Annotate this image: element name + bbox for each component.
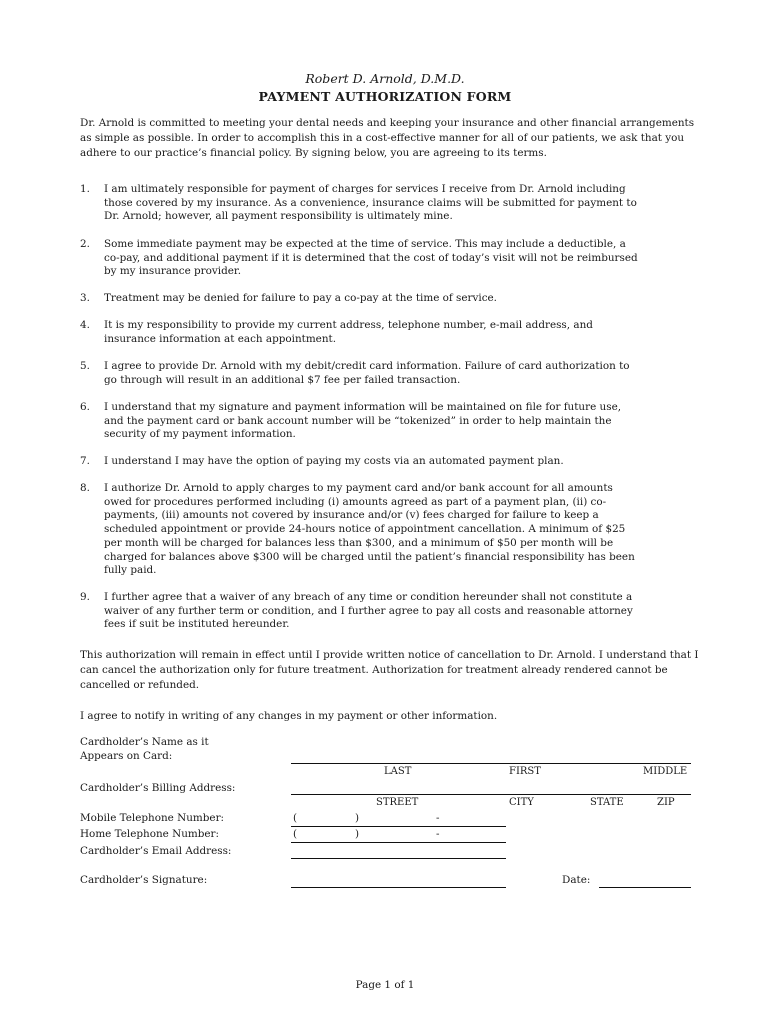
item-line: owed for procedures performed including (i) amounts agreed as part of a payment plan, (ii) co- xyxy=(104,495,607,508)
mobile-phone-label: Mobile Telephone Number: xyxy=(80,812,225,824)
item-number: 4. xyxy=(80,319,90,331)
item-line: by my insurance provider. xyxy=(104,265,242,278)
item-line: waiver of any further term or condition, and I further agree to pay all costs and reasonable attorney xyxy=(104,604,633,617)
caption-state: STATE xyxy=(590,797,624,808)
item-line: I understand I may have the option of paying my costs via an automated payment plan. xyxy=(104,455,564,467)
date-field[interactable] xyxy=(599,887,691,888)
date-label: Date: xyxy=(562,874,591,886)
intro-paragraph xyxy=(80,116,700,161)
item-line: I understand that my signature and payment information will be maintained on file for future use, xyxy=(104,401,622,413)
item-line: Dr. Arnold; however, all payment responsibility is ultimately mine. xyxy=(104,210,453,223)
notify-statement: I agree to notify in writing of any changes in my payment or other information. xyxy=(80,710,498,722)
item-line: insurance information at each appointment. xyxy=(104,332,336,345)
name-label-line1: Cardholder’s Name as it xyxy=(80,736,209,748)
item-line: per month will be charged for balances less than $300, and a minimum of $50 per month will be xyxy=(104,536,614,549)
home-phone-label: Home Telephone Number: xyxy=(80,828,220,840)
item-number: 6. xyxy=(80,401,90,413)
item-number: 9. xyxy=(80,591,90,603)
authorization-line: This authorization will remain in effect until I provide written notice of cancellation to Dr. Arnold. I understand that I xyxy=(80,649,699,661)
item-line: It is my responsibility to provide my current address, telephone number, e-mail address, and xyxy=(104,319,593,331)
item-line: scheduled appointment or provide 24-hours notice of appointment cancellation. A minimum of $25 xyxy=(104,523,626,536)
intro-line: as simple as possible. In order to accomplish this in a cost-effective manner for all of our patients, we ask that you xyxy=(80,132,685,144)
caption-middle: MIDDLE xyxy=(643,766,688,777)
mobile-phone-dash: - xyxy=(436,812,440,824)
home-phone-close-paren: ) xyxy=(355,828,360,840)
email-label: Cardholder’s Email Address: xyxy=(80,845,232,857)
item-number: 5. xyxy=(80,360,90,372)
item-line: I agree to provide Dr. Arnold with my debit/credit card information. Failure of card authorization to xyxy=(104,360,630,372)
cardholder-name-field[interactable] xyxy=(291,763,691,764)
form-title: PAYMENT AUTHORIZATION FORM xyxy=(258,89,512,104)
caption-zip: ZIP xyxy=(657,797,675,808)
item-number: 2. xyxy=(80,238,90,250)
mobile-phone-close-paren: ) xyxy=(355,812,360,824)
email-field[interactable] xyxy=(291,858,506,859)
doctor-name: Robert D. Arnold, D.M.D. xyxy=(305,71,465,86)
item-line: fees if suit be instituted hereunder. xyxy=(104,618,290,631)
mobile-phone-field[interactable] xyxy=(291,826,506,827)
billing-address-field[interactable] xyxy=(291,794,691,795)
caption-city: CITY xyxy=(509,797,534,808)
intro-line: Dr. Arnold is committed to meeting your dental needs and keeping your insurance and other financial arrangements xyxy=(80,117,695,129)
item-line: I am ultimately responsible for payment of charges for services I receive from Dr. Arnold including xyxy=(104,183,626,195)
item-line: I further agree that a waiver of any breach of any time or condition hereunder shall not constitute a xyxy=(104,591,633,603)
name-label-line2: Appears on Card: xyxy=(80,750,173,762)
item-line: payments, (iii) amounts not covered by insurance and/or (v) fees charged for failure to keep a xyxy=(104,509,599,522)
home-phone-open-paren: ( xyxy=(293,828,298,840)
item-line: security of my payment information. xyxy=(104,428,296,441)
page-number: Page 1 of 1 xyxy=(355,979,415,991)
intro-line: adhere to our practice’s financial policy. By signing below, you are agreeing to its terms. xyxy=(80,147,547,159)
item-number: 1. xyxy=(80,183,90,195)
home-phone-dash: - xyxy=(436,828,440,840)
authorization-line: can cancel the authorization only for future treatment. Authorization for treatment already rendered cannot be xyxy=(80,664,668,676)
item-line: Treatment may be denied for failure to pay a co-pay at the time of service. xyxy=(104,292,497,304)
item-line: go through will result in an additional $7 fee per failed transaction. xyxy=(104,373,461,386)
billing-address-label: Cardholder’s Billing Address: xyxy=(80,782,236,794)
item-line: those covered by my insurance. As a convenience, insurance claims will be submitted for payment to xyxy=(104,196,637,209)
authorization-line: cancelled or refunded. xyxy=(80,679,200,691)
item-line: charged for balances above $300 will be charged until the patient’s financial responsibility has been xyxy=(104,550,635,563)
item-line: Some immediate payment may be expected at the time of service. This may include a deductible, a xyxy=(104,238,626,250)
item-number: 3. xyxy=(80,292,90,304)
caption-first: FIRST xyxy=(509,766,541,777)
home-phone-field[interactable] xyxy=(291,842,506,843)
signature-field[interactable] xyxy=(291,887,506,888)
item-line: I authorize Dr. Arnold to apply charges to my payment card and/or bank account for all amounts xyxy=(104,482,613,494)
authorization-paragraph xyxy=(80,648,700,693)
item-number: 7. xyxy=(80,455,90,467)
signature-label: Cardholder’s Signature: xyxy=(80,874,208,886)
item-line: and the payment card or bank account number will be “tokenized” in order to help maintain the xyxy=(104,414,612,427)
item-number: 8. xyxy=(80,482,90,494)
caption-street: STREET xyxy=(376,797,419,808)
mobile-phone-open-paren: ( xyxy=(293,812,298,824)
caption-last: LAST xyxy=(384,766,412,777)
item-line: co-pay, and additional payment if it is determined that the cost of today’s visit will not be reimbursed xyxy=(104,251,638,264)
item-line: fully paid. xyxy=(104,564,157,577)
